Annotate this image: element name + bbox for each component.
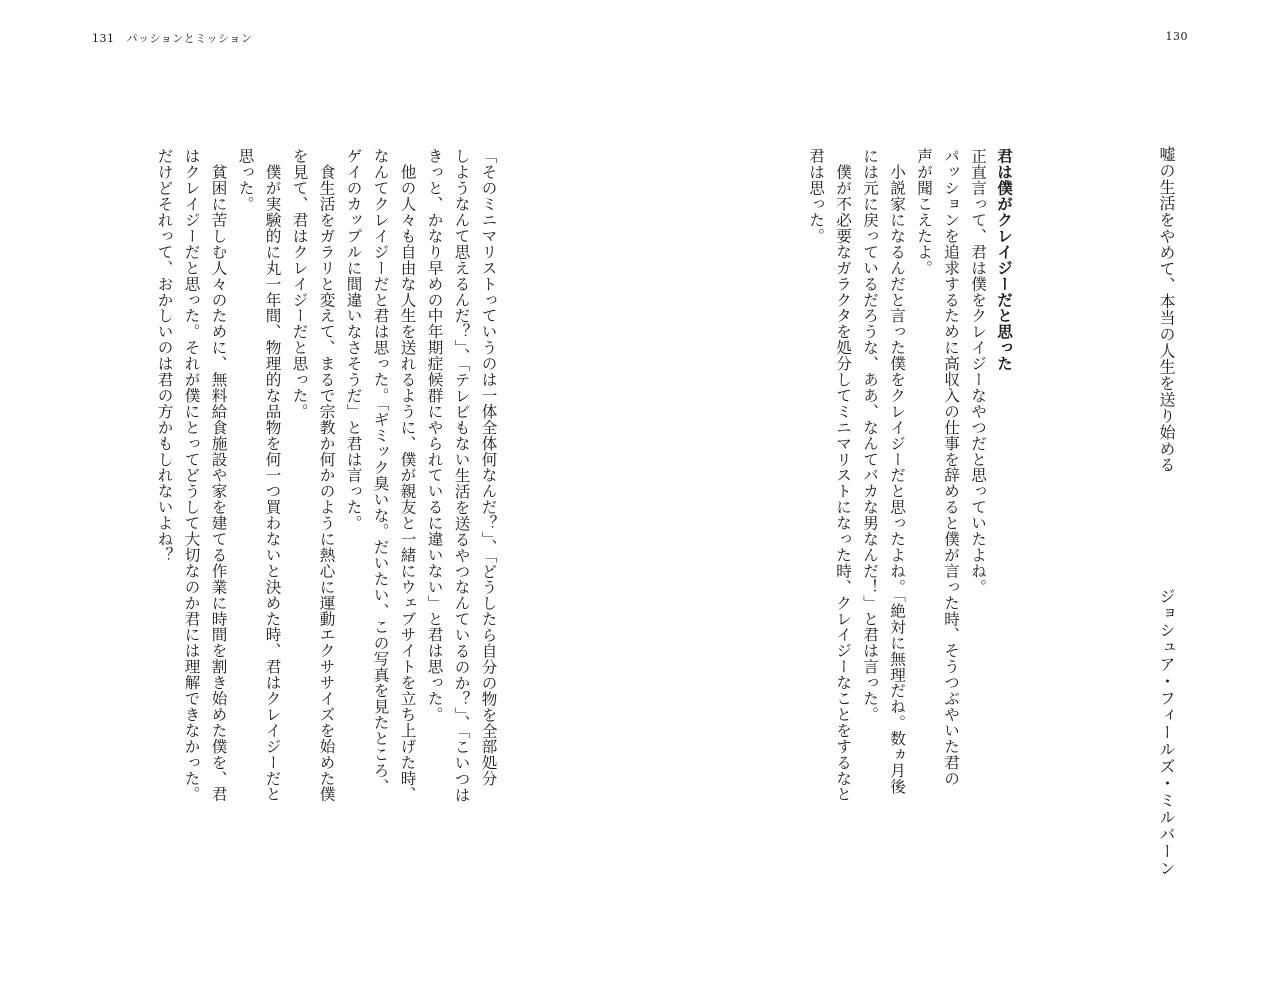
left-body-line: を見て、君はクレイジーだと思った。 [290,148,309,420]
left-page-number: 131 [92,32,115,45]
section-subheading: 君は僕がクレイジーだと思った [995,148,1014,372]
left-page-header [92,30,252,46]
right-body-line: 君は思った。 [807,148,825,244]
right-page-number: 130 [1165,30,1188,43]
right-body-line: には元に戻っているだろうな、ああ、なんてバカな男なんだ！」と君は言った。 [861,148,879,723]
left-body-line: 食生活をガラリと変えて、まるで宗教か何かのように熱心に運動エクササイズを始めた僕 [317,148,336,802]
left-body-line: 僕が実験的に丸一年間、物理的な品物を何一つ買わないと決めた時、君はクレイジーだと [263,148,282,802]
left-body-line: 他の人々も自由な人生を送れるように、僕が親友と一緒にウェブサイトを立ち上げた時、 [398,148,417,802]
left-body-line: 貧困に苦しむ人々のために、無料給食施設や家を建てる作業に時間を割き始めた僕を、君 [209,148,228,802]
right-body-line: 声が聞こえたよ。 [915,148,933,276]
right-body-line: 小説家になるんだと言った僕をクレイジーだと思ったよね。「絶対に無理だね。数ヵ月後 [888,148,906,795]
left-body-line: はクレイジーだと思った。それが僕にとってどうして大切なのか君には理解できなかった。 [182,148,201,802]
right-body-line: パッションを追求するために高収入の仕事を辞めると僕が言った時、そうつぶやいた君の [942,148,960,786]
left-body-line: しようなんて思えるんだ？」、「テレビもない生活を送るやつなんているのか？」、「こいつは [452,148,471,803]
left-body-line: だけどそれって、おかしいのは君の方かもしれないよね？ [155,148,174,563]
left-body-line: 思った。 [236,148,255,212]
left-body-line: 「そのミニマリストっていうのは一体全体何なんだ？」、「どうしたら自分の物を全部処分 [479,148,498,787]
chapter-author: ジョシュア・フィールズ・ミルバーン [1157,588,1176,877]
right-body-line: 正直言って、君は僕をクレイジーなやつだと思っていたよね。 [969,148,987,595]
chapter-title: 嘘の生活をやめて、本当の人生を送り始める [1157,146,1176,473]
left-body-line: なんてクレイジーだと君は思った。「ギミック臭いな。だいたい、この写真を見たところ、 [371,148,390,795]
left-body-line: きっと、かなり早めの中年期症候群にやられているに違いない」と君は思った。 [425,148,444,723]
right-body-line: 僕が不必要なガラクタを処分してミニマリストになった時、クレイジーなことをするなと [834,148,852,802]
running-head: パッションとミッション [126,32,253,45]
left-body-line: ゲイのカップルに間違いなさそうだ」と君は言った。 [344,148,363,531]
